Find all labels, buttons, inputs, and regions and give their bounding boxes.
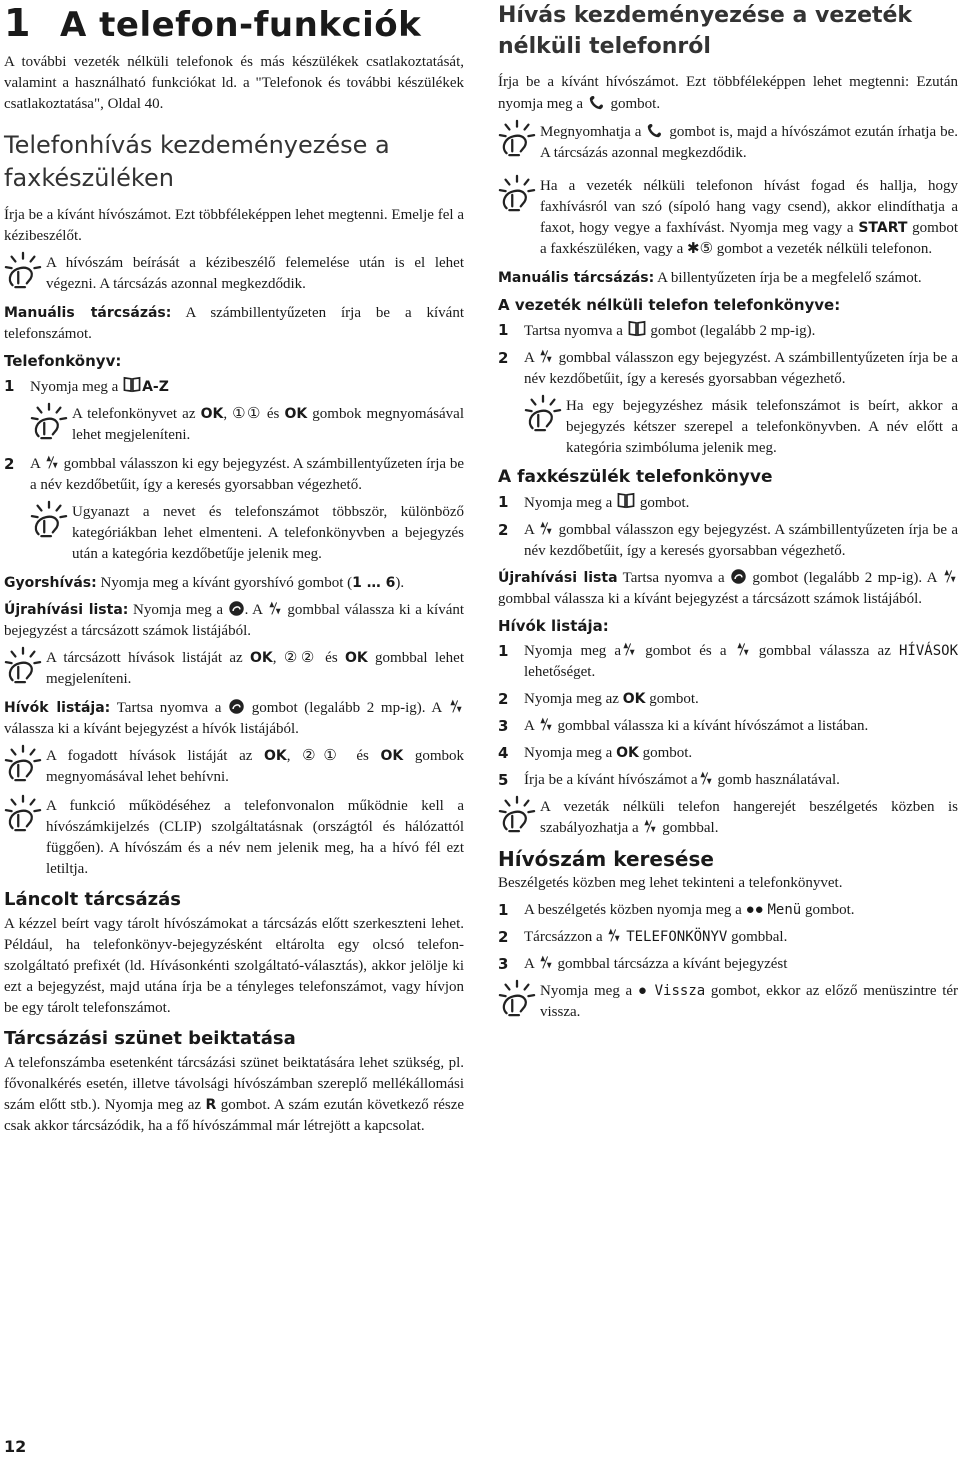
lightbulb-hint-icon: [4, 646, 42, 684]
up-down-arrows-icon: [448, 698, 464, 714]
up-down-arrows-icon: [267, 600, 283, 616]
book-icon: [616, 492, 636, 509]
book-icon: [627, 320, 647, 337]
section-title-fax-phonebook: A faxkészülék telefonkönyve: [498, 467, 773, 487]
up-down-arrows-icon: [538, 520, 554, 536]
handset-call-paragraph: Írja be a kívánt hívószámot. Ezt többféleképpen lehet megtenni: Ezután nyomja meg a gombot.: [498, 74, 958, 112]
lightbulb-hint-icon: [4, 744, 42, 782]
number-search-paragraph: Beszélgetés közben meg lehet tekinteni a telefonkönyvet.: [498, 875, 843, 891]
tip-box: Ugyanazt a nevet és telefonszámot többször, különböző kategóriákban lehet elmenteni. A telefonkönyvben a bejegyzés után a kategória kezdőbetűje jelenik meg.: [30, 502, 464, 565]
step-item: 1 Nyomja meg a gombot.: [498, 493, 690, 511]
tip-box: A fogadott hívások listáját az OK, ②① és OK gombok megnyomásával lehet behívni.: [4, 746, 464, 788]
section-title-callers: Hívók listája:: [498, 617, 609, 635]
up-down-arrows-icon: [735, 641, 751, 657]
step-item: 3 A gombbal tárcsázza a kívánt bejegyzést: [498, 955, 788, 973]
lightbulb-hint-icon: [498, 119, 536, 157]
fax-call-paragraph: Írja be a kívánt hívószámot. Ezt többféleképpen lehet megtenni. Emelje fel a kézibeszélőt.: [4, 207, 464, 244]
softkey-dot-icon: ●: [637, 983, 649, 999]
chain-dial-paragraph: A kézzel beírt vagy tárolt hívószámokat a tárcsázás előtt szerkeszteni lehet. Például, ha telefonkönyv-bejegyzésként eltárolta egy olcsó telefon-szolgáltató prefixét (ld. Hívásonkénti szolgáltató-választás), akkor jelölje ki ezt a bejegyzést, majd utána írja be a tényleges telefonszámot, vagy hívjon be egy tárolt telefonszámot.: [4, 916, 464, 1016]
display-text-hivasok: HÍVÁSOK: [899, 643, 959, 659]
lightbulb-hint-icon: [4, 794, 42, 832]
up-down-arrows-icon: [538, 954, 554, 970]
dial-pause-paragraph: A telefonszámba esetenként tárcsázási szünet beiktatására lehet szükség, pl. fővonalkérés esetén, illetve távolsági hívószámban szereplő mellékállomási szám előtt stb.). Nyomja meg az R gombot. A szám ezután következő része csak akkor tárcsázódik, ha a fő hívószámmal már létrejött a kapcsolat.: [4, 1055, 465, 1134]
up-down-arrows-icon: [642, 818, 658, 834]
up-down-arrows-icon: [606, 927, 622, 943]
step-item: 1 Nyomja meg a gombot és a gombbal válassza az HÍVÁSOK lehetőséget.: [498, 642, 959, 680]
step-item: 1 Tartsa nyomva a gombot (legalább 2 mp-ig).: [498, 321, 816, 339]
step-item: 2 A gombbal válasszon egy bejegyzést. A számbillentyűzeten írja be a név kezdőbetűit, így a keresés gyorsabban végezhető.: [498, 349, 959, 387]
tip-box: A funkció működéséhez a telefonvonalon működnie kell a hívószámkijelzés (CLIP) szolgáltatásnak (országtól és hálózattól függően). A hívószám és a név nem jelenik meg, ha a hívó fél ezt letiltja.: [4, 796, 464, 880]
section-title-dial-pause: Tárcsázási szünet beiktatása: [4, 1028, 296, 1049]
lightbulb-hint-icon: [30, 402, 68, 440]
step-item: 2 A gombbal válasszon ki egy bejegyzést. A számbillentyűzeten írja be a név kezdőbetűit, így a keresés gyorsabban végezhető.: [4, 455, 465, 493]
manual-dial-paragraph: Manuális tárcsázás: A számbillentyűzeten írja be a kívánt telefonszámot.: [4, 305, 464, 342]
lightbulb-hint-icon: [4, 251, 42, 289]
tip-box: Ha egy bejegyzéshez másik telefonszámot is beírt, akkor a bejegyzés kétszer szerepel a telefonkönyvben. A név előtt a kategória szimbóluma jelenik meg.: [524, 396, 958, 459]
section-title-fax-call: Telefonhívás kezdeményezése a faxkészüléken: [4, 131, 390, 192]
step-item: 2 A gombbal válasszon egy bejegyzést. A számbillentyűzeten írja be a név kezdőbetűit, így a keresés gyorsabban végezhető.: [498, 521, 959, 559]
phonebook-label: Telefonkönyv:: [4, 352, 122, 370]
step-item: 4 Nyomja meg a OK gombot.: [498, 744, 693, 762]
lightbulb-hint-icon: [524, 394, 562, 432]
left-column: [4, 0, 464, 1143]
up-down-arrows-icon: [698, 770, 714, 786]
key-a-z: A-Z: [142, 379, 169, 395]
lightbulb-hint-icon: [498, 979, 536, 1017]
handset-icon: [645, 121, 665, 139]
manual-dial-paragraph: Manuális tárcsázás: A billentyűzeten írja be a megfelelő számot.: [498, 270, 922, 286]
section-title-number-search: Hívószám keresése: [498, 847, 714, 871]
step-item: 2 Nyomja meg az OK gombot.: [498, 690, 699, 708]
tip-box: [4, 253, 464, 295]
section-title-handset-call: Hívás kezdeményezése a vezeték nélküli telefonról: [498, 3, 913, 59]
section-title-handset-phonebook: A vezeték nélküli telefon telefonkönyve:: [498, 296, 841, 314]
chapter-title: A telefon-funkciók: [60, 5, 422, 45]
step-item: 5 Írja be a kívánt hívószámot a gomb használatával.: [498, 771, 840, 789]
tip-box: Ha a vezeték nélküli telefonon hívást fogad és hallja, hogy faxhívásról van szó (sípoló hang vagy csend), akkor elindíthatja a faxot, hogy vegye a faxhívást. Nyomja meg vagy a START gombot a faxkészüléken, vagy a ✱⑤ gombot a vezeték nélküli telefonon.: [498, 176, 958, 260]
up-down-arrows-icon: [538, 348, 554, 364]
redial-button-icon: [228, 600, 245, 617]
step-item: 1 Nyomja meg a A-Z: [4, 377, 169, 395]
handset-icon: [587, 93, 607, 111]
tip-box: Nyomja meg a ● Vissza gombot, ekkor az előző menüszintre tér vissza.: [498, 981, 958, 1023]
up-down-arrows-icon: [44, 454, 60, 470]
chapter-heading: [4, 2, 464, 46]
step-item: 3 A gombbal válassza ki a kívánt hívószámot a listában.: [498, 717, 869, 735]
right-column: [498, 0, 958, 1031]
intro-paragraph: A további vezeték nélküli telefonok és más készülékek csatlakoztatását, valamint a használható funkciókat ld. a "Telefonok és további készülékek csatlakoztatása", Oldal 40.: [4, 54, 464, 112]
redial-list-paragraph: Újrahívási lista Tartsa nyomva a gombot (legalább 2 mp-ig). A gombbal válassza ki a kívánt bejegyzést a tárcsázott számok listájából.: [498, 568, 958, 610]
tip-box: A telefonkönyvet az OK, ①① és OK gombok megnyomásával lehet megjeleníteni.: [30, 404, 464, 446]
redial-list-paragraph: Újrahívási lista: Nyomja meg a . A gombbal válassza ki a kívánt bejegyzést a tárcsázott számok listájából.: [4, 602, 465, 639]
callers-list-paragraph: Hívók listája: Tartsa nyomva a gombot (legalább 2 mp-ig). A válassza ki a kívánt bejegyzést a hívók listájából.: [4, 698, 464, 740]
book-icon: [122, 376, 142, 393]
manual-dial-label: Manuális tárcsázás:: [4, 305, 172, 321]
up-down-arrows-icon: [942, 568, 958, 584]
step-item: 1 A beszélgetés közben nyomja meg a ●● Menü gombot.: [498, 901, 855, 919]
up-down-arrows-icon: [621, 641, 637, 657]
lightbulb-hint-icon: [498, 795, 536, 833]
redial-button-icon: [730, 568, 747, 585]
redial-button-icon: [228, 698, 245, 715]
page-number: 12: [4, 1437, 27, 1456]
speed-dial-paragraph: Gyorshívás: Nyomja meg a kívánt gyorshívó gombot (1 … 6).: [4, 575, 405, 591]
chapter-number: 1: [4, 1, 31, 45]
tip-box: A tárcsázott hívások listáját az OK, ②② és OK gombbal lehet megjeleníteni.: [4, 648, 464, 690]
tip-box: Megnyomhatja a gombot is, majd a hívószámot ezután írhatja be. A tárcsázás azonnal megkezdődik.: [498, 121, 958, 164]
tip-text: A hívószám beírását a kézibeszélő felemelése után is el lehet végezni. A tárcsázás azonnal megkezdődik.: [46, 255, 464, 292]
softkey-dot-icon: ●●: [745, 902, 764, 918]
step-item: 2 Tárcsázzon a TELEFONKÖNYV gombbal.: [498, 928, 788, 946]
section-title-chain-dial: Láncolt tárcsázás: [4, 889, 182, 910]
up-down-arrows-icon: [538, 716, 554, 732]
lightbulb-hint-icon: [498, 174, 536, 212]
tip-box: A vezeták nélküli telefon hangerejét beszélgetés közben is szabályozhatja a gombbal.: [498, 797, 958, 839]
lightbulb-hint-icon: [30, 500, 68, 538]
